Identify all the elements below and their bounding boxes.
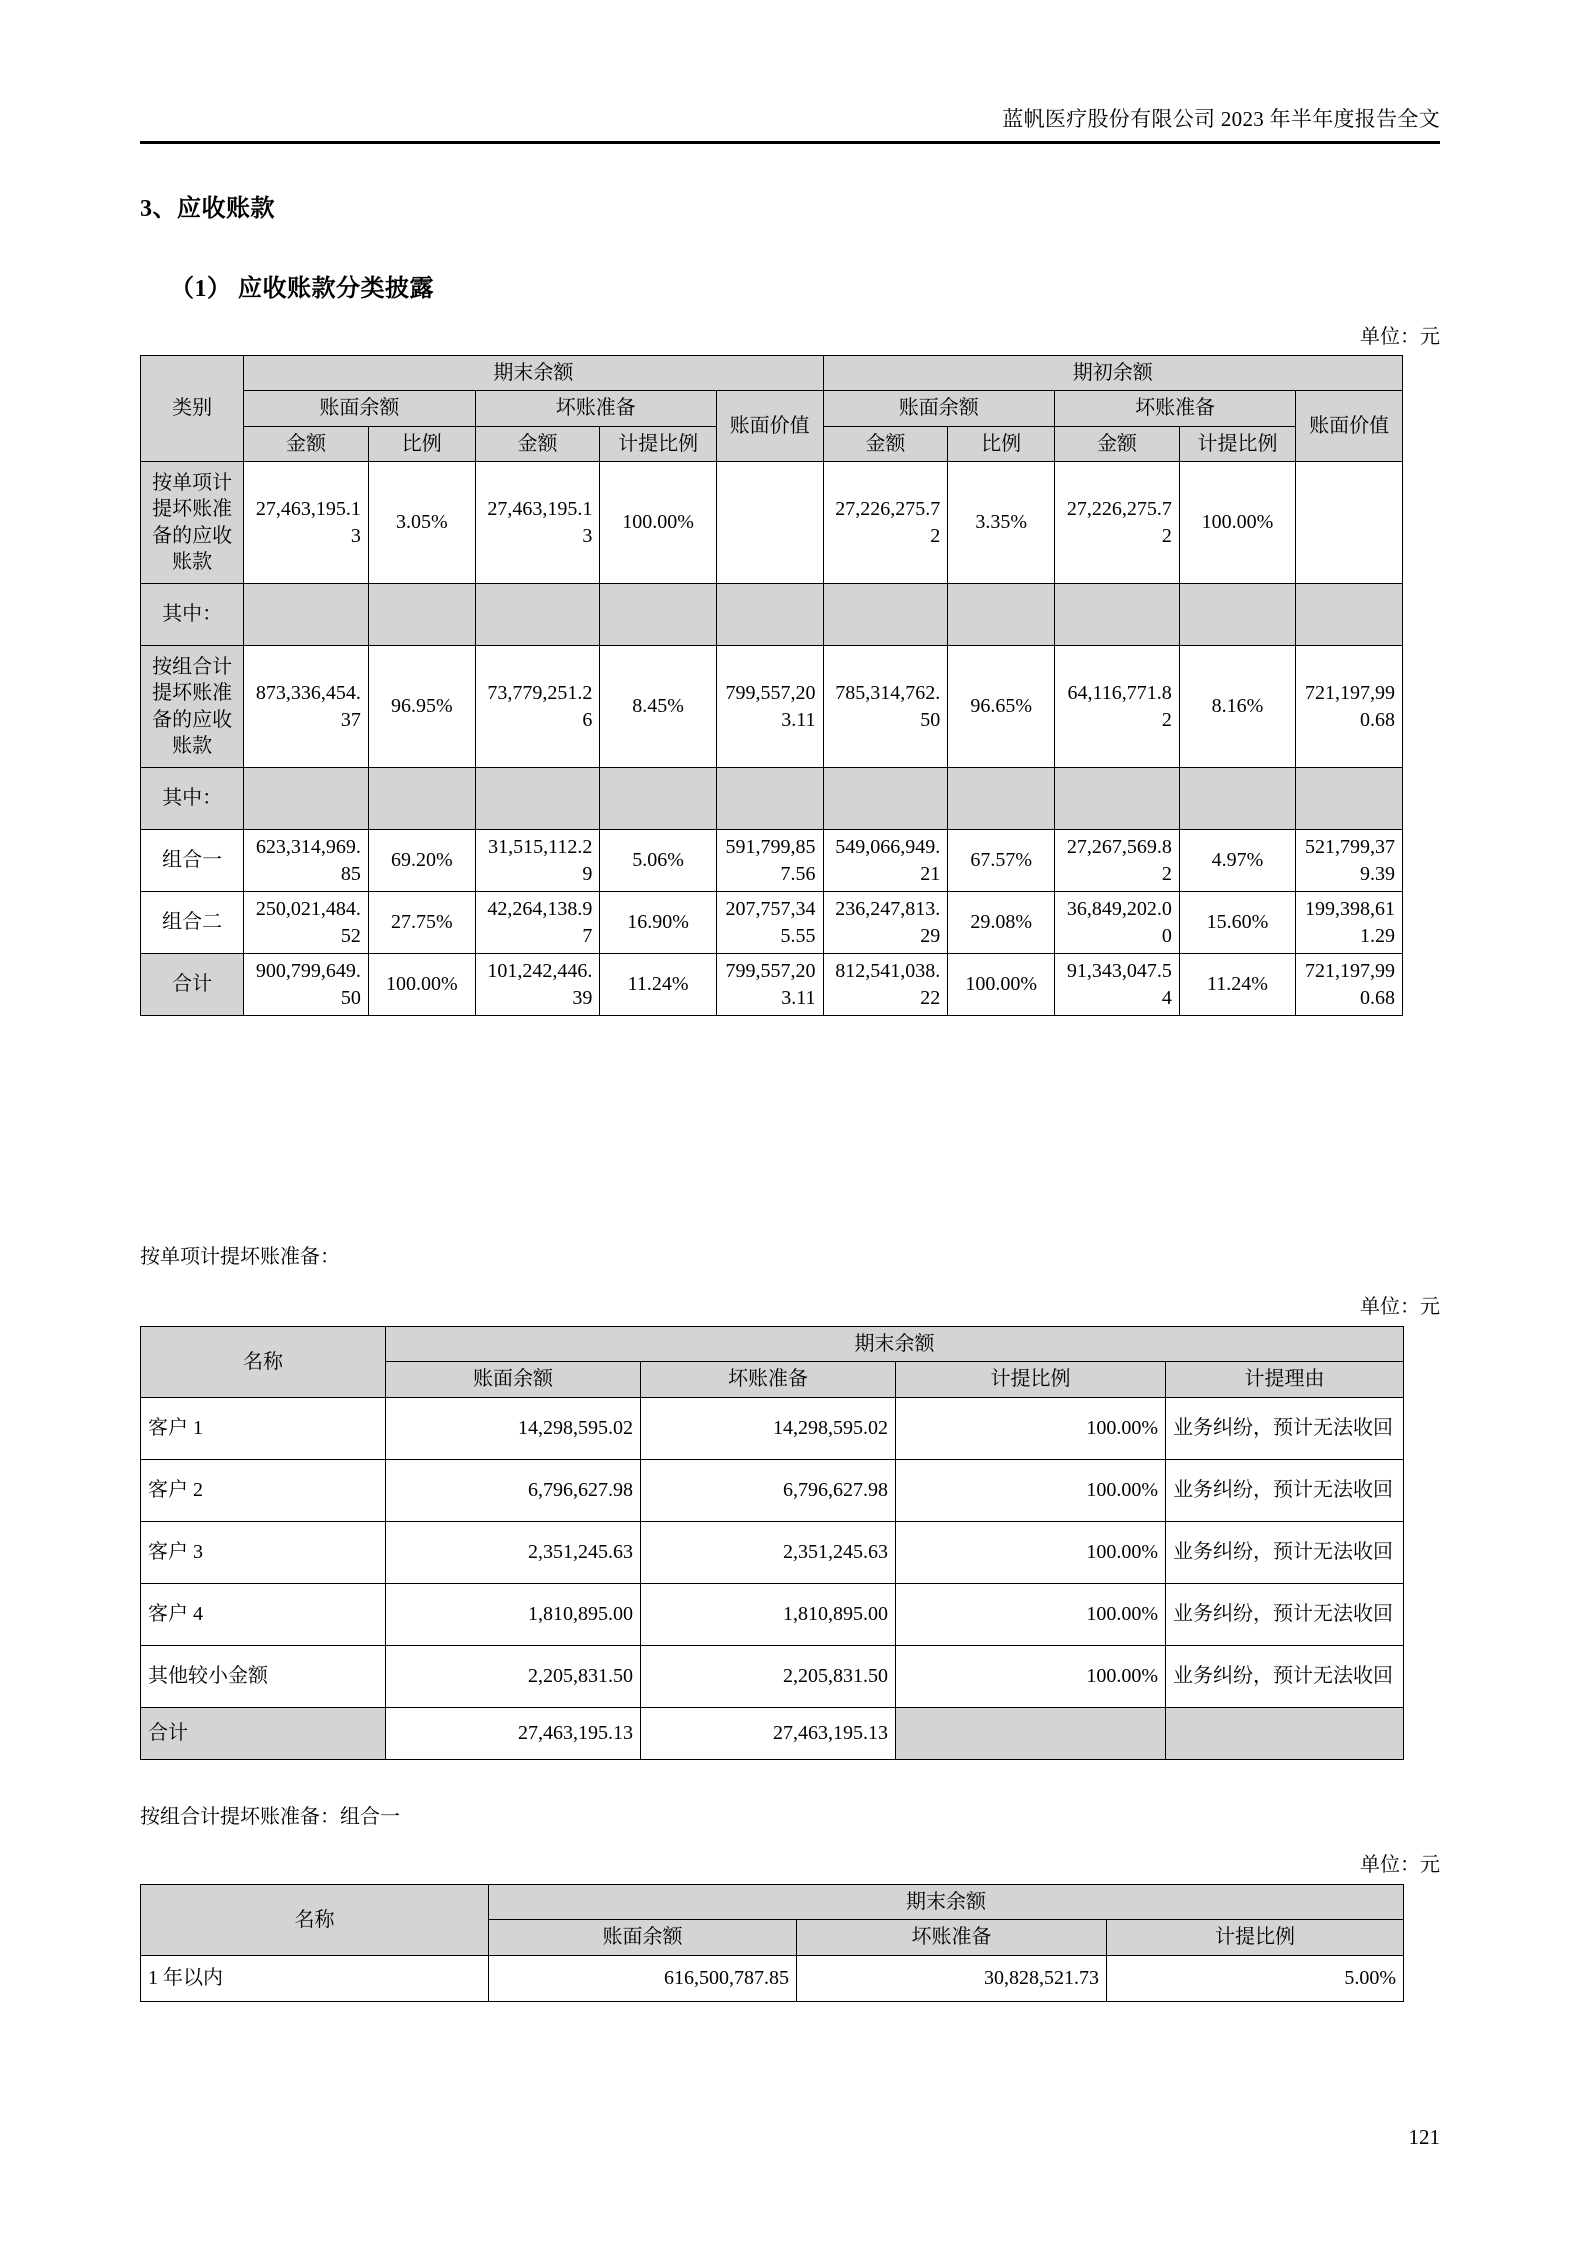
cell-end-bad-ratio xyxy=(600,584,716,646)
cell-end-ratio: 27.75% xyxy=(368,892,475,954)
cell-end-bad-amount: 73,779,251.26 xyxy=(475,646,600,768)
cell-end-bad-ratio: 8.45% xyxy=(600,646,716,768)
header-rule xyxy=(140,141,1440,144)
col-book-balance: 账面余额 xyxy=(386,1362,641,1397)
cell-end-ratio: 3.05% xyxy=(368,462,475,584)
col-begin-accrual-ratio: 计提比例 xyxy=(1179,426,1295,461)
row-label: 其中： xyxy=(141,584,244,646)
row-label: 合计 xyxy=(141,954,244,1016)
cell-begin-book-value: 721,197,990.68 xyxy=(1296,646,1403,768)
running-header: 蓝帆医疗股份有限公司 2023 年半年度报告全文 xyxy=(1002,107,1440,131)
table-row xyxy=(141,1707,1404,1759)
cell-begin-amount: 812,541,038.22 xyxy=(823,954,948,1016)
col-period-end: 期末余额 xyxy=(489,1885,1404,1920)
col-period-end: 期末余额 xyxy=(244,356,823,391)
cell-end-bad-ratio: 11.24% xyxy=(600,954,716,1016)
table-row xyxy=(141,768,1403,830)
cell-end-amount: 623,314,969.85 xyxy=(244,830,369,892)
table-row xyxy=(141,1521,1404,1583)
col-category: 类别 xyxy=(141,356,244,462)
cell-begin-amount: 549,066,949.21 xyxy=(823,830,948,892)
cell-accrual-reason xyxy=(1166,1707,1404,1759)
col-accrual-ratio: 计提比例 xyxy=(1107,1920,1404,1955)
cell-end-book-value: 591,799,857.56 xyxy=(716,830,823,892)
row-label: 客户 1 xyxy=(141,1397,386,1459)
col-begin-ratio: 比例 xyxy=(948,426,1055,461)
cell-begin-bad-ratio xyxy=(1179,584,1295,646)
cell-begin-book-value xyxy=(1296,584,1403,646)
row-label: 组合二 xyxy=(141,892,244,954)
cell-end-book-value xyxy=(716,462,823,584)
cell-end-amount xyxy=(244,584,369,646)
cell-begin-bad-ratio: 8.16% xyxy=(1179,646,1295,768)
cell-begin-book-value: 521,799,379.39 xyxy=(1296,830,1403,892)
cell-end-bad-ratio: 5.06% xyxy=(600,830,716,892)
table-row xyxy=(141,584,1403,646)
col-name: 名称 xyxy=(141,1327,386,1398)
table-group-one xyxy=(140,1884,1404,2002)
cell-bad-debt: 27,463,195.13 xyxy=(641,1707,896,1759)
unit-label-2: 单位：元 xyxy=(1360,1296,1440,1318)
cell-end-bad-amount: 42,264,138.97 xyxy=(475,892,600,954)
table-row xyxy=(141,1955,1404,2001)
cell-end-book-value: 799,557,203.11 xyxy=(716,646,823,768)
page-number: 121 xyxy=(1408,2125,1440,2149)
cell-end-bad-ratio xyxy=(600,768,716,830)
cell-accrual-reason: 业务纠纷，预计无法收回 xyxy=(1166,1645,1404,1707)
cell-book-balance: 14,298,595.02 xyxy=(386,1397,641,1459)
cell-begin-bad-amount: 27,267,569.82 xyxy=(1055,830,1180,892)
col-begin-book-value: 账面价值 xyxy=(1296,391,1403,462)
col-accrual-ratio: 计提比例 xyxy=(896,1362,1166,1397)
row-label: 客户 4 xyxy=(141,1583,386,1645)
cell-end-ratio: 69.20% xyxy=(368,830,475,892)
cell-bad-debt: 14,298,595.02 xyxy=(641,1397,896,1459)
cell-begin-ratio: 67.57% xyxy=(948,830,1055,892)
table-row xyxy=(141,1397,1404,1459)
cell-end-ratio: 100.00% xyxy=(368,954,475,1016)
cell-bad-debt: 1,810,895.00 xyxy=(641,1583,896,1645)
cell-accrual-reason: 业务纠纷，预计无法收回 xyxy=(1166,1459,1404,1521)
cell-end-book-value xyxy=(716,768,823,830)
col-end-amount: 金额 xyxy=(244,426,369,461)
cell-end-ratio xyxy=(368,584,475,646)
cell-accrual-ratio: 100.00% xyxy=(896,1397,1166,1459)
unit-label-1: 单位：元 xyxy=(1360,326,1440,348)
col-accrual-reason: 计提理由 xyxy=(1166,1362,1404,1397)
row-label: 合计 xyxy=(141,1707,386,1759)
row-label: 客户 3 xyxy=(141,1521,386,1583)
cell-book-balance: 1,810,895.00 xyxy=(386,1583,641,1645)
cell-end-bad-amount: 27,463,195.13 xyxy=(475,462,600,584)
cell-bad-debt: 30,828,521.73 xyxy=(797,1955,1107,2001)
table-row xyxy=(141,954,1403,1016)
table-row xyxy=(141,1645,1404,1707)
cell-end-amount xyxy=(244,768,369,830)
cell-begin-bad-amount: 36,849,202.00 xyxy=(1055,892,1180,954)
cell-begin-bad-ratio: 15.60% xyxy=(1179,892,1295,954)
cell-begin-amount xyxy=(823,584,948,646)
cell-begin-ratio: 29.08% xyxy=(948,892,1055,954)
cell-begin-bad-amount xyxy=(1055,584,1180,646)
cell-begin-bad-amount: 64,116,771.82 xyxy=(1055,646,1180,768)
cell-begin-ratio: 3.35% xyxy=(948,462,1055,584)
cell-end-amount: 250,021,484.52 xyxy=(244,892,369,954)
cell-book-balance: 616,500,787.85 xyxy=(489,1955,797,2001)
cell-end-book-value: 799,557,203.11 xyxy=(716,954,823,1016)
table-row xyxy=(141,830,1403,892)
cell-accrual-reason: 业务纠纷，预计无法收回 xyxy=(1166,1397,1404,1459)
cell-begin-bad-ratio: 11.24% xyxy=(1179,954,1295,1016)
cell-begin-bad-amount xyxy=(1055,768,1180,830)
cell-begin-bad-ratio: 4.97% xyxy=(1179,830,1295,892)
row-label: 1 年以内 xyxy=(141,1955,489,2001)
cell-end-bad-ratio: 100.00% xyxy=(600,462,716,584)
cell-begin-amount: 785,314,762.50 xyxy=(823,646,948,768)
cell-bad-debt: 2,205,831.50 xyxy=(641,1645,896,1707)
cell-accrual-ratio: 5.00% xyxy=(1107,1955,1404,2001)
cell-begin-book-value: 721,197,990.68 xyxy=(1296,954,1403,1016)
cell-begin-bad-ratio xyxy=(1179,768,1295,830)
table-row xyxy=(141,1459,1404,1521)
cell-accrual-ratio: 100.00% xyxy=(896,1459,1166,1521)
cell-end-amount: 873,336,454.37 xyxy=(244,646,369,768)
cell-end-bad-amount: 101,242,446.39 xyxy=(475,954,600,1016)
row-label: 其他较小金额 xyxy=(141,1645,386,1707)
col-end-book-balance: 账面余额 xyxy=(244,391,476,426)
col-bad-debt: 坏账准备 xyxy=(797,1920,1107,1955)
cell-accrual-ratio: 100.00% xyxy=(896,1583,1166,1645)
col-bad-debt: 坏账准备 xyxy=(641,1362,896,1397)
cell-bad-debt: 2,351,245.63 xyxy=(641,1521,896,1583)
cell-begin-ratio: 100.00% xyxy=(948,954,1055,1016)
row-label: 组合一 xyxy=(141,830,244,892)
cell-accrual-ratio: 100.00% xyxy=(896,1645,1166,1707)
cell-begin-amount: 27,226,275.72 xyxy=(823,462,948,584)
cell-accrual-ratio xyxy=(896,1707,1166,1759)
table-header-row xyxy=(141,1885,1404,1920)
col-name: 名称 xyxy=(141,1885,489,1956)
cell-end-bad-amount: 31,515,112.29 xyxy=(475,830,600,892)
col-end-bad-amount: 金额 xyxy=(475,426,600,461)
table-row xyxy=(141,646,1403,768)
cell-end-ratio: 96.95% xyxy=(368,646,475,768)
col-begin-bad-debt: 坏账准备 xyxy=(1055,391,1296,426)
table-receivables-classified xyxy=(140,355,1403,1016)
col-book-balance: 账面余额 xyxy=(489,1920,797,1955)
row-label: 客户 2 xyxy=(141,1459,386,1521)
cell-bad-debt: 6,796,627.98 xyxy=(641,1459,896,1521)
cell-accrual-reason: 业务纠纷，预计无法收回 xyxy=(1166,1583,1404,1645)
col-end-accrual-ratio: 计提比例 xyxy=(600,426,716,461)
col-end-bad-debt: 坏账准备 xyxy=(475,391,716,426)
col-begin-book-balance: 账面余额 xyxy=(823,391,1055,426)
note-single-accrual: 按单项计提坏账准备： xyxy=(140,1246,340,1268)
col-end-ratio: 比例 xyxy=(368,426,475,461)
cell-begin-ratio xyxy=(948,768,1055,830)
cell-book-balance: 6,796,627.98 xyxy=(386,1459,641,1521)
page-title: 3、应收账款 xyxy=(140,196,275,222)
cell-end-bad-amount xyxy=(475,768,600,830)
cell-begin-amount xyxy=(823,768,948,830)
cell-begin-book-value xyxy=(1296,768,1403,830)
cell-begin-amount: 236,247,813.29 xyxy=(823,892,948,954)
cell-begin-bad-amount: 27,226,275.72 xyxy=(1055,462,1180,584)
cell-accrual-ratio: 100.00% xyxy=(896,1521,1166,1583)
row-label: 其中： xyxy=(141,768,244,830)
cell-begin-bad-ratio: 100.00% xyxy=(1179,462,1295,584)
table-single-accrual xyxy=(140,1326,1404,1760)
cell-end-ratio xyxy=(368,768,475,830)
cell-accrual-reason: 业务纠纷，预计无法收回 xyxy=(1166,1521,1404,1583)
cell-book-balance: 27,463,195.13 xyxy=(386,1707,641,1759)
cell-begin-ratio xyxy=(948,584,1055,646)
row-label: 按组合计提坏账准备的应收账款 xyxy=(141,646,244,768)
cell-book-balance: 2,351,245.63 xyxy=(386,1521,641,1583)
cell-end-book-value xyxy=(716,584,823,646)
note-group-accrual: 按组合计提坏账准备：组合一 xyxy=(140,1806,400,1828)
cell-begin-book-value xyxy=(1296,462,1403,584)
table-header-row xyxy=(141,1327,1404,1362)
cell-begin-bad-amount: 91,343,047.54 xyxy=(1055,954,1180,1016)
table-header-row xyxy=(141,356,1403,391)
cell-end-amount: 27,463,195.13 xyxy=(244,462,369,584)
cell-begin-ratio: 96.65% xyxy=(948,646,1055,768)
cell-book-balance: 2,205,831.50 xyxy=(386,1645,641,1707)
col-end-book-value: 账面价值 xyxy=(716,391,823,462)
cell-end-amount: 900,799,649.50 xyxy=(244,954,369,1016)
row-label: 按单项计提坏账准备的应收账款 xyxy=(141,462,244,584)
col-begin-bad-amount: 金额 xyxy=(1055,426,1180,461)
subsection-title: （1） 应收账款分类披露 xyxy=(170,276,434,302)
cell-begin-book-value: 199,398,611.29 xyxy=(1296,892,1403,954)
unit-label-3: 单位：元 xyxy=(1360,1854,1440,1876)
table-row xyxy=(141,892,1403,954)
cell-end-bad-ratio: 16.90% xyxy=(600,892,716,954)
col-begin-amount: 金额 xyxy=(823,426,948,461)
table-row xyxy=(141,1583,1404,1645)
cell-end-bad-amount xyxy=(475,584,600,646)
col-period-end: 期末余额 xyxy=(386,1327,1404,1362)
cell-end-book-value: 207,757,345.55 xyxy=(716,892,823,954)
table-row xyxy=(141,462,1403,584)
col-period-begin: 期初余额 xyxy=(823,356,1402,391)
table-header-row xyxy=(141,391,1403,426)
